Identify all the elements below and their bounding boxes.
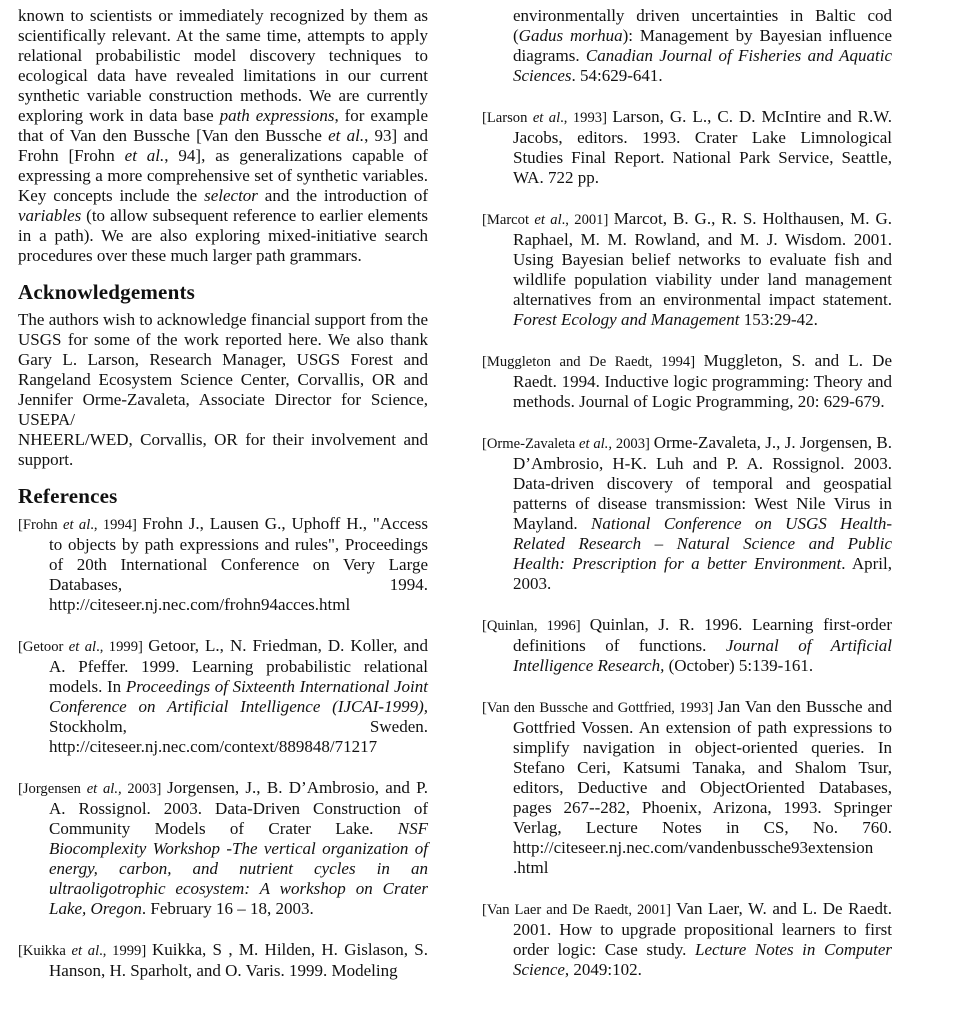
text-segment: 2003] — [121, 781, 168, 797]
text-segment: ., 1999] — [96, 639, 149, 655]
reference-quinlan-1996 — [482, 615, 892, 676]
acknowledgements-paragraph-1: The authors wish to acknowledge financial support from the USGS for some of the work reported here. We also thank Gary L. Larson, Research Manager, USGS Forest and Rangeland Ecosystem Science Center, Corvallis, OR and Jennifer Orme-Zavaleta, Associate Director for Science, USEPA/ — [18, 310, 428, 429]
reference-larson-1993 — [482, 107, 892, 188]
text-segment: path expressions — [219, 106, 335, 125]
reference-jorgensen-2003 — [18, 778, 428, 919]
references-heading: References — [18, 484, 118, 508]
text-segment: [Marcot — [482, 212, 535, 228]
text-segment: ., 1993] — [560, 110, 613, 126]
text-segment: Forest Ecology and Management — [513, 310, 740, 329]
text-segment: [Larson — [482, 110, 533, 126]
text-segment: [Van den Bussche and Gottfried, 1993] — [482, 700, 718, 716]
intro-paragraph — [18, 6, 428, 266]
text-segment: et al — [71, 943, 100, 959]
text-segment: National Conference on USGS Health-Related Research – Natural Science and Public Health: Prescription for a better Environment — [513, 514, 892, 573]
text-segment: 2003] — [612, 436, 654, 452]
text-segment: Jan Van den Bussche and Gottfried Vossen. An extension of path expressions to simplify navigation in object-oriented queries. In Stefano Ceri, Katsumi Tanaka, and Shalom Tsur, editors, Deductive and ObjectOriented Databases, pages 267--282, Phoenix, Arizona, 1993. Springer Verlag, Lecture Notes in CS, No. 760. http://citeseer.nj.nec.com/vandenbussche93extension .html — [513, 697, 892, 877]
text-segment: et al. — [124, 146, 165, 165]
text-segment: [Kuikka — [18, 943, 72, 959]
text-segment: et al — [534, 212, 562, 228]
text-segment: et al. — [328, 126, 365, 145]
reference-muggleton-deraedt-1994 — [482, 351, 892, 412]
acknowledgements-paragraph-2: NHEERL/WED, Corvallis, OR for their involvement and support. — [18, 430, 428, 469]
text-segment: Marcot, B. G., R. S. Holthausen, M. G. Raphael, M. M. Rowland, and M. J. Wisdom. 2001. Using Bayesian belief networks to evaluate fish and wildlife population viability under land management alternatives from an environmental impact statement. — [513, 209, 892, 309]
text-segment: variables — [18, 206, 82, 225]
text-segment: known to scientists or immediately recognized by them as scientifically relevant. At the same time, attempts to apply relational probabilistic model discovery techniques to ecological data have revealed limitations in our current synthetic variable construction methods. We are currently exploring work in data base — [18, 6, 428, 125]
text-segment: [Van Laer and De Raedt, 2001] — [482, 902, 677, 918]
reference-vanlaer-deraedt-2001 — [482, 899, 892, 980]
text-segment: ., 1994] — [90, 517, 143, 533]
reference-kuikka-continuation — [482, 6, 892, 86]
text-segment: [Jorgensen — [18, 781, 87, 797]
text-segment: Gadus morhua — [518, 26, 623, 45]
text-segment: ., 1999] — [99, 943, 152, 959]
right-column — [482, 6, 892, 1002]
text-segment: et al., — [86, 781, 122, 797]
reference-vandenbussche-gottfried-1993 — [482, 697, 892, 878]
text-segment: and the introduction of — [257, 186, 429, 205]
text-segment: et al — [68, 639, 97, 655]
text-segment: et al., — [579, 436, 612, 452]
text-segment: ): Management by Bayesian influence diagrams. — [513, 26, 893, 65]
text-segment: Lecture Notes in Computer Science — [513, 940, 892, 979]
text-segment: Frohn J., Lausen G., Uphoff H., "Access to objects by path expressions and rules", Proceedings of 20th International Conference on Very Large Databases, 1994. http://citeseer.nj.nec.com/frohn94acces.html — [49, 514, 428, 614]
text-segment: Journal of Artificial Intelligence Research, — [513, 636, 892, 675]
reference-marcot-2001 — [482, 209, 892, 330]
reference-orme-zavaleta-2003 — [482, 433, 892, 594]
text-segment: Larson, G. L., C. D. McIntire and R.W. Jacobs, editors. 1993. Crater Lake Limnological Studies Final Report. National Park Service, Seattle, WA. 722 pp. — [513, 107, 892, 187]
text-segment: et al — [532, 110, 561, 126]
text-segment: . February 16 – 18, 2003. — [141, 899, 314, 918]
acknowledgements-heading: Acknowledgements — [18, 280, 196, 304]
text-segment: environmentally driven uncertainties in Baltic cod ( — [513, 6, 892, 45]
text-segment: Canadian Journal of Fisheries and Aquatic Sciences — [513, 46, 892, 85]
text-segment: [Orme-Zavaleta — [482, 436, 579, 452]
text-segment: , 94], as generalizations capable of expressing a more comprehensive set of synthetic variables. Key concepts include the — [18, 146, 428, 205]
left-column — [18, 6, 428, 1002]
reference-getoor-1999 — [18, 636, 428, 757]
text-segment: ., 2001] — [561, 212, 614, 228]
text-segment: Stockholm, Sweden. http://citeseer.nj.nec.com/context/889848/71217 — [49, 717, 428, 756]
text-segment: et al — [63, 517, 91, 533]
text-segment: [Quinlan, 1996] — [482, 618, 590, 634]
text-segment: Getoor, L., N. Friedman, D. Koller, and A. Pfeffer. 1999. Learning probabilistic relational models. In — [49, 636, 428, 696]
reference-frohn-1994 — [18, 514, 428, 615]
text-segment: Muggleton, S. and L. De Raedt. 1994. Inductive logic programming: Theory and methods. Journal of Logic Programming, 20: 629-679. — [513, 351, 892, 411]
text-segment: Proceedings of Sixteenth International Joint Conference on Artificial Intelligence (IJCAI-1999), — [49, 677, 428, 716]
text-segment: . April, 2003. — [513, 554, 892, 593]
text-segment: Jorgensen, J., B. D’Ambrosio, and P. A. Rossignol. 2003. Data-Driven Construction of Community Models of Crater Lake. — [49, 778, 428, 838]
text-segment: , 2049:102. — [564, 960, 642, 979]
reference-kuikka-1999 — [18, 940, 428, 981]
text-segment: [Frohn — [18, 517, 64, 533]
text-segment: (October) 5:139-161. — [664, 656, 814, 675]
text-segment: Orme-Zavaleta, J., J. Jorgensen, B. D’Ambrosio, H-K. Luh and P. A. Rossignol. 2003. Data-driven discovery of temporal and geospatial patterns of disease transmission: West Nile Virus in Mayland. — [513, 433, 892, 533]
text-segment: [Getoor — [18, 639, 69, 655]
text-segment: selector — [204, 186, 258, 205]
text-segment: 153:29-42. — [739, 310, 818, 329]
text-segment: [Muggleton and De Raedt, 1994] — [482, 354, 704, 370]
text-segment: , 93] and Frohn [Frohn — [18, 126, 428, 165]
text-segment: Kuikka, S , M. Hilden, H. Gislason, S. Hanson, H. Sparholt, and O. Varis. 1999. Modeling — [49, 940, 428, 980]
text-segment: Quinlan, J. R. 1996. Learning first-order definitions of functions. — [513, 615, 893, 655]
text-segment: Van Laer, W. and L. De Raedt. 2001. How to upgrade propositional learners to first order logic: Case study. — [513, 899, 892, 959]
text-segment: (to allow subsequent reference to earlier elements in a path). We are also exploring mixed-initiative search procedures over these much larger path grammars. — [18, 206, 428, 265]
text-segment: . 54:629-641. — [571, 66, 663, 85]
text-segment: NSF Biocomplexity Workshop -The vertical organization of energy, carbon, and nutrient cycles in an ultraoligotrophic ecosystem: A workshop on Crater Lake, Oregon — [49, 819, 428, 918]
text-segment: , for example that of Van den Bussche [Van den Bussche — [18, 106, 429, 145]
